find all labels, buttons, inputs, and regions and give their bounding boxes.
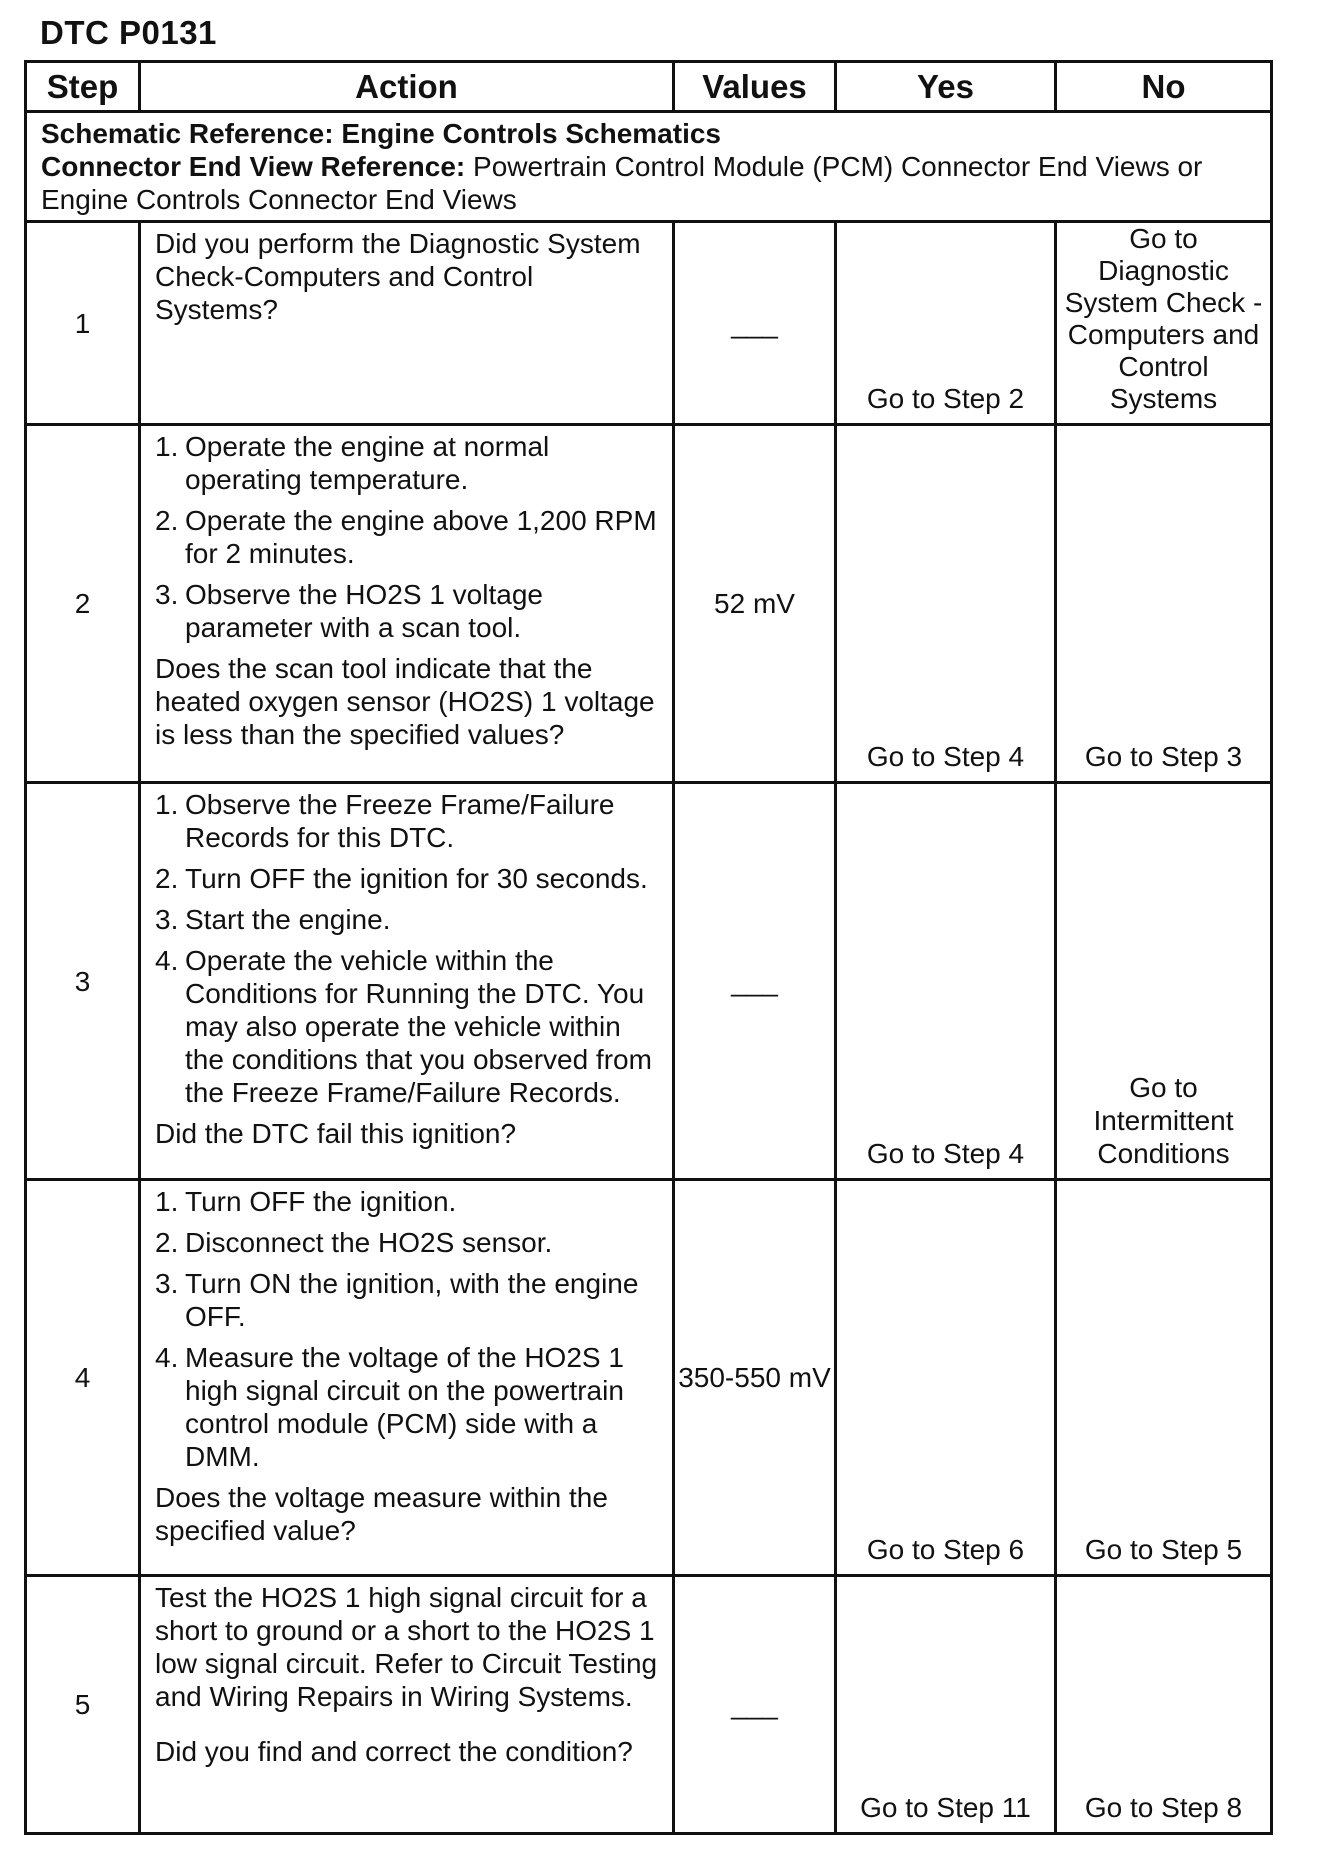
list-item: 2. Turn OFF the ignition for 30 seconds. (155, 863, 648, 894)
schematic-reference: Schematic Reference: Engine Controls Schematics (41, 118, 721, 149)
list-item: 4. Operate the vehicle within the Conditions for Running the DTC. You may also operate the vehicle within the conditions that you observed from the Freeze Frame/Failure Records. (155, 945, 652, 1108)
list-item: 3. Start the engine. (155, 904, 391, 935)
action-cell (140, 425, 674, 783)
action-cell (140, 1180, 674, 1576)
value-cell: ___ (674, 222, 836, 425)
table-row (26, 783, 1272, 1180)
header-yes: Yes (836, 62, 1056, 112)
yes-cell: Go to Step 2 (836, 222, 1056, 425)
table-row (26, 425, 1272, 783)
list-item: 3. Observe the HO2S 1 voltage parameter with a scan tool. (155, 579, 543, 643)
action-cell (140, 783, 674, 1180)
question-text: Does the voltage measure within the specified value? (155, 1482, 608, 1546)
list-item: 3. Turn ON the ignition, with the engine OFF. (155, 1268, 639, 1332)
action-list (155, 788, 660, 1109)
no-cell: Go to Step 8 (1056, 1576, 1272, 1834)
header-no: No (1056, 62, 1272, 112)
action-cell (140, 222, 674, 425)
page-title: DTC P0131 (40, 14, 217, 51)
list-item: 2. Disconnect the HO2S sensor. (155, 1227, 553, 1258)
list-item: 1. Operate the engine at normal operating temperature. (155, 431, 550, 495)
yes-cell: Go to Step 4 (836, 425, 1056, 783)
action-list (155, 1185, 660, 1473)
connector-reference-text-2: Engine Controls Connector End Views (41, 184, 517, 215)
question-text: Does the scan tool indicate that the heated oxygen sensor (HO2S) 1 voltage is less than the specified values? (155, 653, 655, 750)
value-cell: ___ (674, 1576, 836, 1834)
question-text: Did you find and correct the condition? (155, 1736, 633, 1767)
table-row (26, 1576, 1272, 1834)
header-action: Action (140, 62, 674, 112)
action-text: Test the HO2S 1 high signal circuit for a short to ground or a short to the HO2S 1 low signal circuit. Refer to Circuit Testing and Wiring Repairs in Wiring Systems. (155, 1582, 658, 1712)
step-number: 1 (26, 222, 140, 425)
question-text: Did the DTC fail this ignition? (155, 1118, 517, 1149)
header-values: Values (674, 62, 836, 112)
connector-reference-label: Connector End View Reference: (41, 151, 466, 182)
header-row (26, 62, 1272, 112)
yes-cell: Go to Step 4 (836, 783, 1056, 1180)
no-cell: Go to Diagnostic System Check - Computers and Control Systems (1056, 222, 1272, 425)
list-item: 4. Measure the voltage of the HO2S 1 high signal circuit on the powertrain control module (PCM) side with a DMM. (155, 1342, 624, 1472)
list-item: 1. Turn OFF the ignition. (155, 1186, 457, 1217)
no-cell: Go to Step 5 (1056, 1180, 1272, 1576)
connector-reference (41, 150, 1256, 183)
action-list (155, 430, 660, 644)
value-cell: 350-550 mV (674, 1180, 836, 1576)
value-cell: ___ (674, 783, 836, 1180)
no-cell: Go to Intermittent Conditions (1056, 783, 1272, 1180)
step-number: 4 (26, 1180, 140, 1576)
diagnostic-table (24, 60, 1273, 1835)
table-row (26, 1180, 1272, 1576)
step-number: 3 (26, 783, 140, 1180)
no-cell: Go to Step 3 (1056, 425, 1272, 783)
header-step: Step (26, 62, 140, 112)
step-number: 2 (26, 425, 140, 783)
yes-cell: Go to Step 11 (836, 1576, 1056, 1834)
table-row (26, 222, 1272, 425)
action-text: Did you perform the Diagnostic System Check-Computers and Control Systems? (155, 228, 641, 325)
reference-cell (26, 112, 1272, 222)
action-cell (140, 1576, 674, 1834)
step-number: 5 (26, 1576, 140, 1834)
list-item: 1. Observe the Freeze Frame/Failure Records for this DTC. (155, 789, 615, 853)
connector-reference-text: Powertrain Control Module (PCM) Connector End Views or (465, 151, 1203, 182)
reference-row (26, 112, 1272, 222)
list-item: 2. Operate the engine above 1,200 RPM for 2 minutes. (155, 505, 657, 569)
yes-cell: Go to Step 6 (836, 1180, 1056, 1576)
value-cell: 52 mV (674, 425, 836, 783)
